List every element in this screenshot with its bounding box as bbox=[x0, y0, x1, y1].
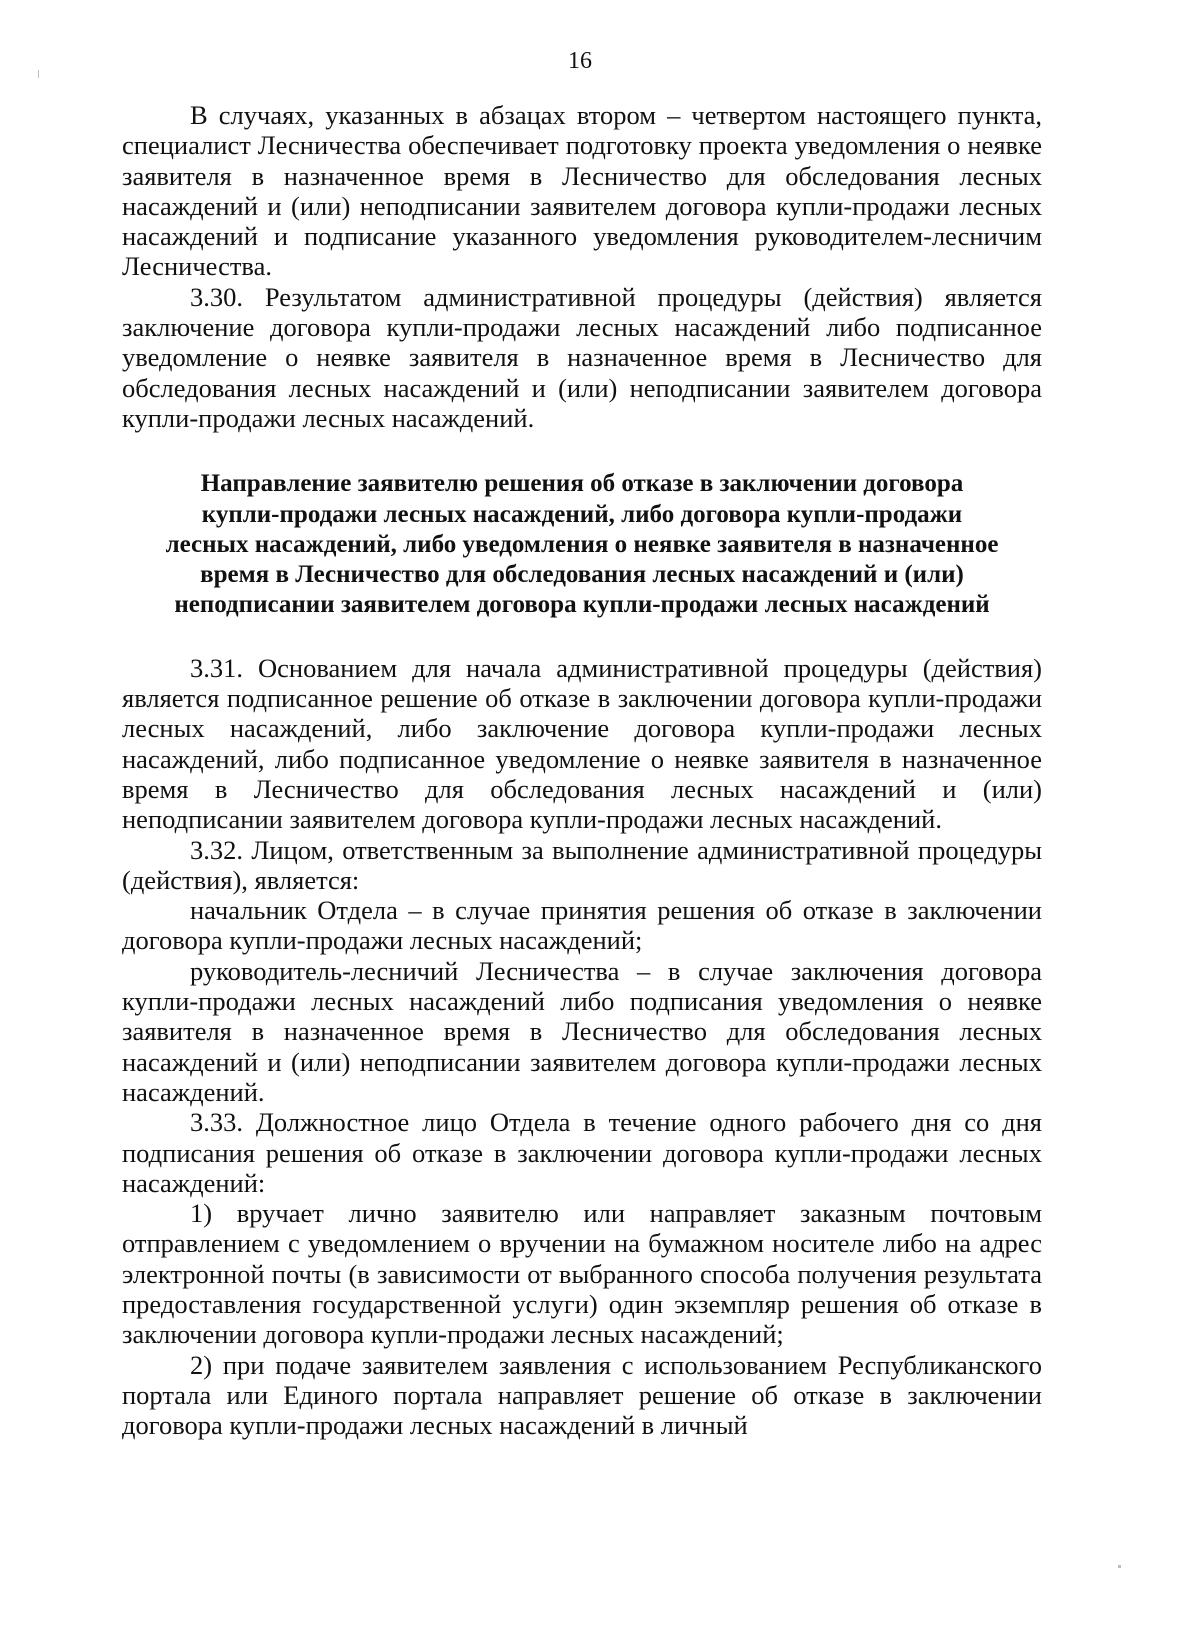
scan-artifact bbox=[38, 70, 39, 78]
paragraph-department-head: начальник Отдела – в случае принятия решения об отказе в заключении договора купли-продажи лесных насаждений; bbox=[122, 895, 1042, 956]
section-heading-line: неподписании заявителем договора купли-продажи лесных насаждений bbox=[174, 591, 990, 619]
section-heading-line: лесных насаждений, либо уведомления о неявке заявителя в назначенное bbox=[165, 530, 999, 558]
section-heading-line: купли-продажи лесных насаждений, либо договора купли-продажи bbox=[201, 500, 963, 528]
paragraph-3-31: 3.31. Основанием для начала административной процедуры (действия) является подписанное решение об отказе в заключении договора купли-продажи лесных насаждений, либо заключение договора купли-продажи лесных насаждений, либо подписанное уведомление о неявке заявителя в назначенное время в Лесничество для обследования лесных насаждений и (или) неподписании заявителем договора купли-продажи лесных насаждений. bbox=[122, 652, 1042, 835]
paragraph-3-32: 3.32. Лицом, ответственным за выполнение административной процедуры (действия), является: bbox=[122, 834, 1042, 895]
paragraph-3-30: 3.30. Результатом административной процедуры (действия) является заключение договора купли-продажи лесных насаждений либо подписанное уведомление о неявке заявителя в назначенное время в Лесничество для обследования лесных насаждений и (или) неподписании заявителем договора купли-продажи лесных насаждений. bbox=[122, 281, 1042, 433]
scan-artifact bbox=[1118, 1565, 1121, 1568]
paragraph-item-2: 2) при подаче заявителем заявления с использованием Республиканского портала или Единого портала направляет решение об отказе в заключении договора купли-продажи лесных насаждений в личный bbox=[122, 1349, 1042, 1441]
paragraph-cases-notice: В случаях, указанных в абзацах втором – четвертом настоящего пункта, специалист Лесничества обеспечивает подготовку проекта уведомления о неявке заявителя в назначенное время в Лесничество для обследования лесных насаждений и (или) неподписании заявителем договора купли-продажи лесных насаждений и подписание указанного уведомления руководителем-лесничим Лесничества. bbox=[122, 100, 1042, 282]
section-heading bbox=[122, 469, 1042, 620]
section-heading-line: Направление заявителю решения об отказе в заключении договора bbox=[200, 470, 964, 498]
paragraph-3-33: 3.33. Должностное лицо Отдела в течение одного рабочего дня со дня подписания решения об отказе в заключении договора купли-продажи лесных насаждений: bbox=[122, 1107, 1042, 1198]
document-body bbox=[122, 100, 1042, 1440]
page-number: 16 bbox=[568, 48, 592, 74]
section-heading-line: время в Лесничество для обследования лесных насаждений и (или) bbox=[200, 561, 964, 589]
paragraph-item-1: 1) вручает лично заявителю или направляет заказным почтовым отправлением с уведомлением о вручении на бумажном носителе либо на адрес электронной почты (в зависимости от выбранного способа получения результата предоставления государственной услуги) один экземпляр решения об отказе в заключении договора купли-продажи лесных насаждений; bbox=[122, 1198, 1042, 1350]
paragraph-forester-head: руководитель-лесничий Лесничества – в случае заключения договора купли-продажи лесных насаждений либо подписания уведомления о неявке заявителя в назначенное время в Лесничество для обследования лесных насаждений и (или) неподписании заявителем договора купли-продажи лесных насаждений. bbox=[122, 955, 1042, 1107]
